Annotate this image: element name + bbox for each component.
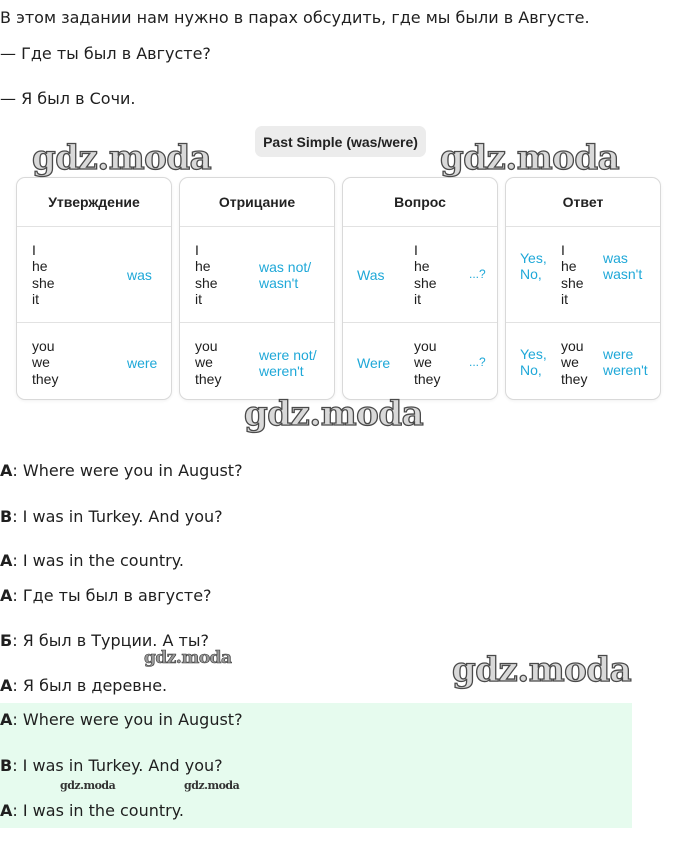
dialogue-line: A: Where were you in August? — [0, 461, 243, 480]
question-mark: ...? — [469, 267, 486, 281]
singular-pronouns: I he she it — [414, 242, 437, 307]
question-line: — Где ты был в Августе? — [0, 44, 211, 63]
answer-column — [505, 177, 661, 400]
answer-verb-plural: were weren't — [603, 346, 648, 378]
column-header: Отрицание — [218, 194, 296, 210]
plural-pronouns: you we they — [414, 338, 441, 387]
singular-pronouns: I he she it — [561, 242, 584, 307]
dialogue-line: B: I was in Turkey. And you? — [0, 756, 223, 775]
dialogue-line: B: I was in Turkey. And you? — [0, 507, 223, 526]
dialogue-line: А: Где ты был в августе? — [0, 586, 212, 605]
singular-pronouns: I he she it — [195, 242, 218, 307]
column-header: Утверждение — [48, 194, 140, 210]
aux-singular: Was — [357, 267, 385, 283]
table-title: Past Simple (was/were) — [255, 126, 426, 157]
divider — [180, 322, 334, 323]
yes-no-plural: Yes, No, — [520, 346, 547, 378]
divider — [17, 226, 171, 227]
divider — [343, 226, 497, 227]
dialogue-line: А: Я был в деревне. — [0, 676, 168, 695]
watermark-logo: gdz.moda — [184, 779, 240, 792]
verb-plural: were — [127, 355, 158, 371]
answer-verb-singular: was wasn't — [603, 250, 643, 282]
dialogue-line: A: I was in the country. — [0, 551, 184, 570]
column-header: Ответ — [562, 194, 604, 210]
plural-pronouns: you we they — [561, 338, 588, 387]
question-mark: ...? — [469, 355, 486, 369]
watermark-logo: gdz.moda — [452, 650, 632, 690]
task-text: В этом задании нам нужно в парах обсудить, где мы были в Августе. — [0, 8, 590, 27]
dialogue-line: A: I was in the country. — [0, 801, 184, 820]
negative-plural: were not/ weren't — [259, 347, 317, 379]
answer-line: — Я был в Сочи. — [0, 89, 136, 108]
yes-no-singular: Yes, No, — [520, 250, 547, 282]
divider — [17, 322, 171, 323]
affirmative-column — [16, 177, 172, 400]
plural-pronouns: you we they — [32, 338, 59, 387]
question-column — [342, 177, 498, 400]
verb-singular: was — [127, 267, 152, 283]
watermark-logo: gdz.moda — [60, 779, 116, 792]
divider — [343, 322, 497, 323]
plural-pronouns: you we they — [195, 338, 222, 387]
watermark-logo: gdz.moda — [440, 138, 620, 178]
column-header: Вопрос — [394, 194, 446, 210]
aux-plural: Were — [357, 355, 391, 371]
divider — [506, 226, 660, 227]
watermark-logo: gdz.moda — [32, 138, 212, 178]
singular-pronouns: I he she it — [32, 242, 55, 307]
watermark-logo: gdz.moda — [244, 394, 424, 434]
divider — [506, 322, 660, 323]
dialogue-line: Б: Я был в Турции. А ты? — [0, 631, 209, 650]
watermark-logo: gdz.moda — [144, 648, 232, 668]
negative-singular: was not/ wasn't — [259, 259, 312, 291]
dialogue-line: A: Where were you in August? — [0, 710, 243, 729]
negative-column — [179, 177, 335, 400]
divider — [180, 226, 334, 227]
